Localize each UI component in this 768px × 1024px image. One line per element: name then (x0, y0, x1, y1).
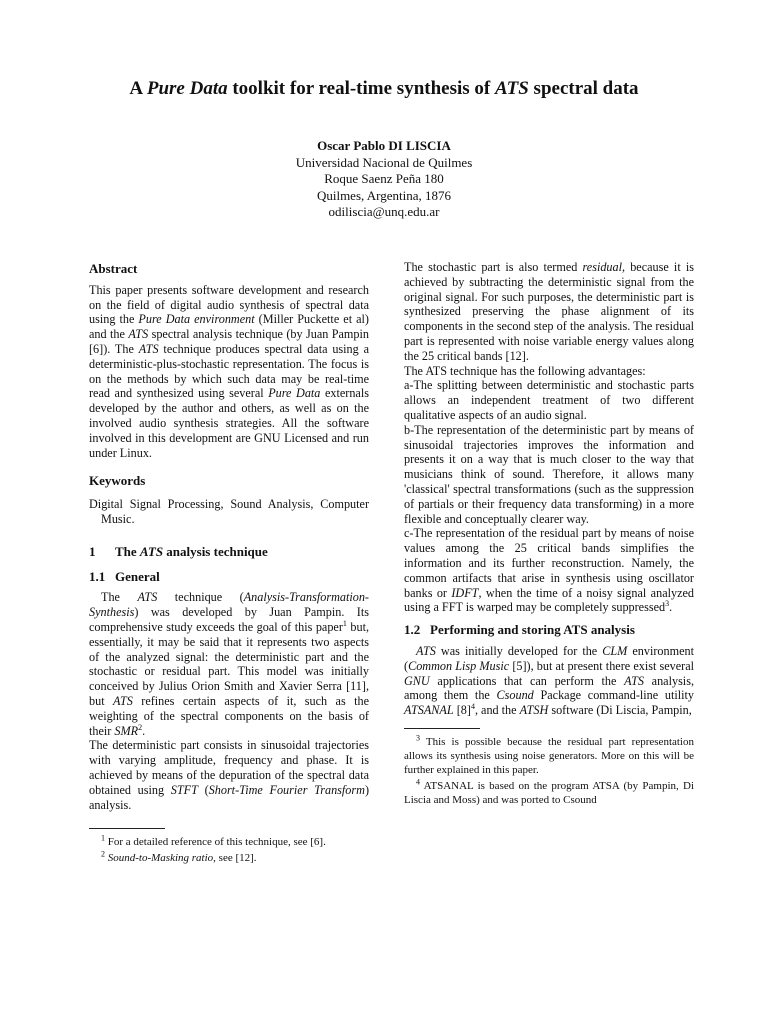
stochastic-paragraph: The stochastic part is also termed residual, because it is achieved by subtracting the deterministic signal from the original signal. For such purposes, the deterministic part is synthesized preserving the phase alignment of its components in the second step of the analysis. The residual part is represented with noise variable energy values along the 25 critical bands [12]. (404, 260, 694, 363)
footnote-4: $^4$ ATSANAL is based on the program ATSA (by Pampin, Di Liscia and Moss) and was ported to Csound (404, 777, 694, 806)
abstract-text: This paper presents software development and research on the field of digital audio synthesis of spectral data using the Pure Data environment (Miller Puckette et al) and the ATS spectral analysis technique (by Juan Pampin [6]). The ATS technique produces spectral data using a deterministic-plus-stochastic representation. The focus is on the methods by which such data may be real-time read and synthesized using several Pure Data externals developed by the author and others, as well as on the involved audio synthesis strategies. All the software involved in this development are GNU Licensed and run under Linux. (89, 282, 369, 460)
title-text: A (129, 78, 147, 99)
author-street: Roque Saenz Peña 180 (324, 171, 444, 186)
advantages-intro: The ATS technique has the following advantages: (404, 363, 646, 378)
advantage-b: b-The representation of the deterministic part by means of sinusoidal trajectories improves the information and presents it on a way that is much closer to the way that musicians think of sound. Therefore, it allows many 'classical' spectral transformations (such as the suppression of partials or their frequency data transforming) in a more flexible and conceptually clearer way. (404, 422, 694, 526)
section-1-2-heading: 1.2 Performing and storing ATS analysis (404, 622, 635, 638)
section-1-heading: 1 The ATS analysis technique (89, 543, 268, 559)
keywords-heading: Keywords (89, 473, 146, 489)
title-text: toolkit for real-time synthesis of (227, 78, 495, 99)
keywords-text: Digital Signal Processing, Sound Analysis, Computer Music. (89, 497, 369, 526)
abstract-heading: Abstract (89, 261, 138, 276)
left-column (89, 260, 369, 867)
author-block (0, 138, 768, 221)
footnote-divider (89, 828, 165, 829)
author-affiliation: Universidad Nacional de Quilmes (295, 154, 473, 170)
general-paragraph-2: The deterministic part consists in sinusoidal trajectories with varying amplitude, frequency and phase. It is achieved by means of the depuration of the spectral data obtained using STFT (Short-Time Fourier Transform) analysis. (89, 738, 369, 812)
footnote-1: $^1$ For a detailed reference of this technique, see [6]. (101, 833, 326, 849)
section-1-1-heading: 1.1 General (89, 568, 160, 584)
author-city: Quilmes, Argentina, 1876 (316, 187, 452, 203)
title-text: spectral data (528, 78, 639, 99)
general-paragraph-1: The ATS technique (Analysis-Transformation-Synthesis) was developed by Juan Pampin. Its comprehensive study exceeds the goal of this paper$^1$ but, essentially, it may be said that it represents two aspects of the analyzed signal: the deterministic part and the stochastic or residual part. This model was initially conceived by Julius Orion Smith and Xavier Serra [11], but ATS refines certain aspects of it, such as the weighting of the spectral components on the basis of their SMR$^2$. (89, 590, 370, 738)
advantage-a: a-The splitting between deterministic and stochastic parts allows an independent treatment of two different qualitative aspects of an audio signal. (404, 378, 694, 422)
right-column (404, 260, 694, 809)
paper-title (0, 78, 768, 100)
author-email: odiliscia@unq.edu.ar (328, 204, 440, 219)
title-italic: ATS (494, 78, 529, 99)
footnote-3: $^3$ This is possible because the residual part representation allows its synthesis using noise generators. More on this will be further explained in this paper. (404, 733, 694, 776)
advantage-c: c-The representation of the residual part by means of noise values among the 25 critical bands simplifies the information and its further reconstruction. Namely, the common artifacts that arise in synthesis using oscillator banks or IDFT, when the time of a noisy signal analyzed using a FFT is warped may be completely suppressed$^3$. (404, 526, 694, 615)
footnote-2: $^2$ Sound-to-Masking ratio, see [12]. (101, 849, 257, 865)
footnote-divider (404, 728, 480, 729)
author-name: Oscar Pablo DI LISCIA (317, 138, 451, 153)
performing-paragraph: ATS was initially developed for the CLM environment (Common Lisp Music [5]), but at present there exist several GNU applications that can perform the ATS analysis, among them the Csound Package command-line utility ATSANAL $[8]^4$, and the ATSH software (Di Liscia, Pampin, (404, 643, 694, 718)
title-italic: Pure Data (146, 78, 228, 99)
